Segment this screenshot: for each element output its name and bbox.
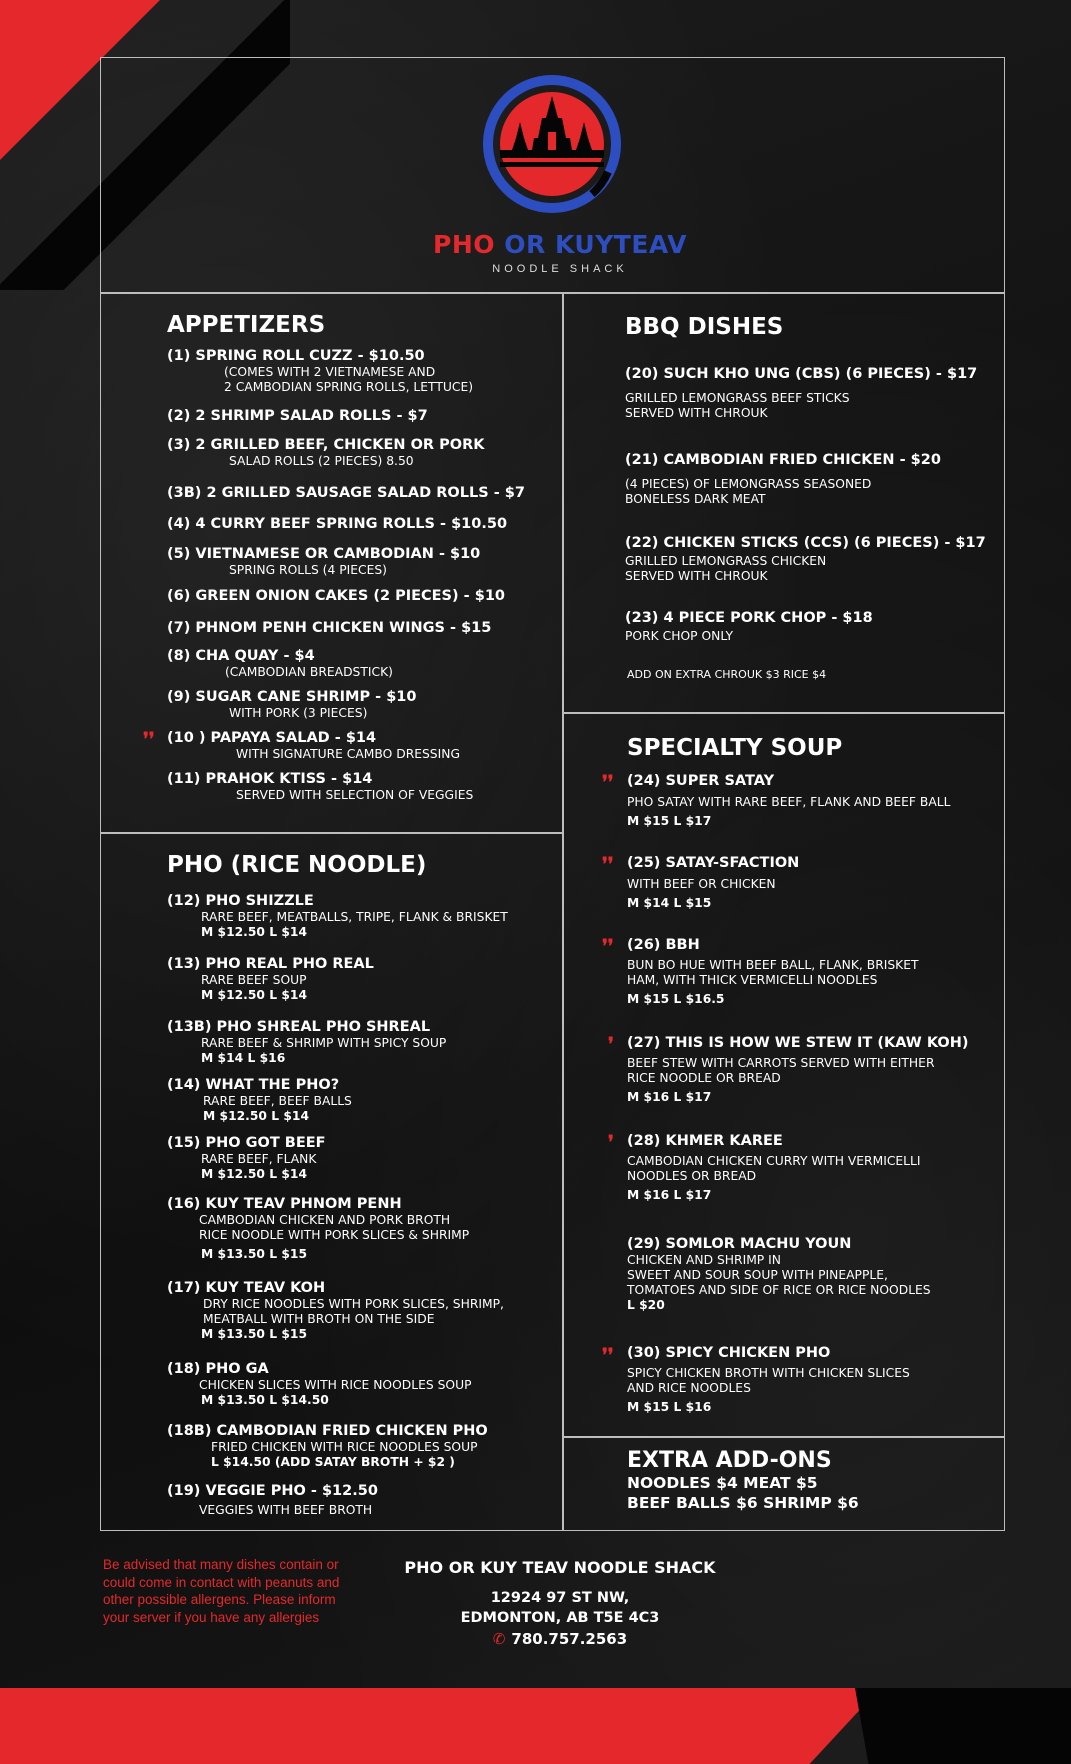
- phone-icon: ✆: [492, 1630, 506, 1648]
- menu-item: [627, 852, 799, 911]
- item-desc: PHO SATAY WITH RARE BEEF, FLANK AND BEEF BALL: [627, 795, 951, 810]
- item-price: L $14.50 (ADD SATAY BROTH + $2 ): [211, 1455, 455, 1470]
- appetizers-title: APPETIZERS: [167, 312, 326, 338]
- item-title: (3) 2 GRILLED BEEF, CHICKEN OR PORK: [167, 437, 485, 453]
- brand-subtitle: NOODLE SHACK: [492, 263, 628, 275]
- item-desc: DRY RICE NOODLES WITH PORK SLICES, SHRIMP,: [203, 1297, 504, 1312]
- item-desc: CAMBODIAN CHICKEN CURRY WITH VERMICELLI: [627, 1154, 921, 1169]
- item-price: M $15 L $16.5: [627, 991, 725, 1006]
- phone-number[interactable]: 780.757.2563: [511, 1630, 628, 1648]
- menu-item: [627, 1342, 910, 1415]
- brand-name: [380, 230, 740, 259]
- item-price: M $12.50 L $14: [201, 1167, 308, 1182]
- bbq-divider: [562, 712, 1005, 714]
- menu-item: [625, 607, 873, 644]
- menu-item: [167, 768, 473, 803]
- item-title: (5) VIETNAMESE OR CAMBODIAN - $10: [167, 546, 481, 562]
- bbq-addon-note: [627, 668, 826, 681]
- chili-pepper-icon: ❜: [608, 1132, 614, 1153]
- menu-item: [167, 727, 460, 762]
- address-line: 12924 97 ST NW,: [490, 1590, 630, 1606]
- item-desc: (CAMBODIAN BREADSTICK): [225, 665, 393, 680]
- item-title: (27) THIS IS HOW WE STEW IT (KAW KOH): [627, 1035, 969, 1051]
- item-desc: FRIED CHICKEN WITH RICE NOODLES SOUP: [211, 1440, 478, 1455]
- chili-pepper-icon: ❜❜: [602, 854, 614, 875]
- item-title: (14) WHAT THE PHO?: [167, 1077, 340, 1093]
- item-title: (2) 2 SHRIMP SALAD ROLLS - $7: [167, 408, 428, 424]
- bottom-band-red: [0, 1688, 880, 1764]
- chili-pepper-icon: ❜❜: [143, 729, 155, 750]
- item-desc: WITH BEEF OR CHICKEN: [627, 877, 776, 892]
- menu-item: [167, 1132, 326, 1182]
- item-title: (17) KUY TEAV KOH: [167, 1280, 326, 1296]
- brand-part-kuyteav: KUYTEAV: [554, 230, 687, 259]
- item-title: (11) PRAHOK KTISS - $14: [167, 771, 373, 787]
- item-desc: SERVED WITH SELECTION OF VEGGIES: [236, 788, 474, 803]
- item-title: (22) CHICKEN STICKS (CCS) (6 PIECES) - $17: [625, 535, 986, 551]
- item-price: M $14 L $15: [627, 896, 712, 911]
- item-title: (8) CHA QUAY - $4: [167, 648, 315, 664]
- item-desc: (COMES WITH 2 VIETNAMESE AND: [224, 365, 436, 380]
- allergy-warning: Be advised that many dishes contain or could come in contact with peanuts and other possible allergens. Please inform your server if you have any allergies: [103, 1557, 340, 1625]
- item-title: (30) SPICY CHICKEN PHO: [627, 1345, 831, 1361]
- item-desc: TOMATOES AND SIDE OF RICE OR RICE NOODLES: [627, 1282, 931, 1297]
- address-line: EDMONTON, AB T5E 4C3: [460, 1610, 660, 1627]
- menu-item: [167, 953, 374, 1003]
- item-desc: AND RICE NOODLES: [627, 1381, 751, 1396]
- item-title: (7) PHNOM PENH CHICKEN WINGS - $15: [167, 620, 492, 636]
- chili-pepper-icon: ❜❜: [602, 1345, 614, 1366]
- item-desc: SPRING ROLLS (4 PIECES): [229, 563, 387, 578]
- menu-item: [167, 585, 505, 605]
- item-title: (13B) PHO SHREAL PHO SHREAL: [167, 1019, 431, 1035]
- item-title: (18B) CAMBODIAN FRIED CHICKEN PHO: [167, 1423, 488, 1439]
- item-desc: SPICY CHICKEN BROTH WITH CHICKEN SLICES: [627, 1366, 910, 1381]
- item-desc: GRILLED LEMONGRASS CHICKEN: [625, 554, 827, 569]
- item-desc: VEGGIES WITH BEEF BROTH: [199, 1503, 373, 1518]
- menu-item: [167, 686, 416, 721]
- item-desc: RARE BEEF, BEEF BALLS: [203, 1094, 352, 1109]
- menu-item: [625, 449, 941, 507]
- pho-title: PHO (RICE NOODLE): [167, 852, 427, 878]
- item-title: (15) PHO GOT BEEF: [167, 1135, 326, 1151]
- menu-item: [167, 1358, 472, 1408]
- menu-item: [625, 532, 986, 584]
- item-title: (26) BBH: [627, 937, 700, 953]
- menu-item: [167, 1420, 488, 1470]
- brand-part-or: OR: [504, 230, 555, 259]
- item-desc: RICE NOODLE WITH PORK SLICES & SHRIMP: [199, 1228, 470, 1243]
- item-title: (23) 4 PIECE PORK CHOP - $18: [625, 610, 873, 626]
- item-desc: HAM, WITH THICK VERMICELLI NOODLES: [627, 973, 878, 988]
- menu-item: [167, 482, 525, 502]
- item-desc: ADD ON EXTRA CHROUK $3 RICE $4: [627, 668, 827, 681]
- menu-item: [627, 934, 919, 1007]
- item-title: (28) KHMER KAREE: [627, 1133, 783, 1149]
- menu-item: [167, 1480, 378, 1518]
- item-title: (20) SUCH KHO UNG (CBS) (6 PIECES) - $17: [625, 366, 978, 382]
- item-desc: MEATBALL WITH BROTH ON THE SIDE: [203, 1312, 435, 1327]
- menu-item: [167, 513, 507, 533]
- item-title: (6) GREEN ONION CAKES (2 PIECES) - $10: [167, 588, 506, 604]
- item-desc: WITH PORK (3 PIECES): [229, 706, 368, 721]
- item-desc: CHICKEN AND SHRIMP IN: [627, 1253, 781, 1268]
- item-desc: SERVED WITH CHROUK: [625, 569, 768, 584]
- addons-line: BEEF BALLS $6 SHRIMP $6: [627, 1494, 859, 1513]
- addons-line: NOODLES $4 MEAT $5: [627, 1474, 818, 1492]
- header-divider: [100, 292, 1005, 294]
- menu-item: [167, 345, 473, 395]
- item-desc: WITH SIGNATURE CAMBO DRESSING: [236, 747, 460, 762]
- item-desc: NOODLES OR BREAD: [627, 1169, 757, 1184]
- item-title: (21) CAMBODIAN FRIED CHICKEN - $20: [625, 452, 941, 468]
- menu-item: [167, 1193, 469, 1262]
- bbq-title: BBQ DISHES: [625, 314, 784, 340]
- item-price: M $12.50 L $14: [201, 988, 308, 1003]
- menu-item: [167, 1016, 446, 1066]
- item-title: (16) KUY TEAV PHNOM PENH: [167, 1196, 402, 1212]
- item-price: M $14 L $16: [201, 1051, 286, 1066]
- menu-item: [167, 645, 393, 680]
- item-title: (13) PHO REAL PHO REAL: [167, 956, 374, 972]
- item-price: L $20: [627, 1297, 665, 1312]
- item-title: (29) SOMLOR MACHU YOUN: [627, 1236, 852, 1252]
- temple-logo-icon: [480, 72, 624, 216]
- column-divider: [562, 292, 564, 1531]
- item-desc: RICE NOODLE OR BREAD: [627, 1071, 781, 1086]
- item-desc: SALAD ROLLS (2 PIECES) 8.50: [229, 454, 414, 469]
- item-price: M $13.50 L $14.50: [201, 1393, 329, 1408]
- menu-item: [625, 363, 977, 421]
- item-desc: PORK CHOP ONLY: [625, 629, 734, 644]
- item-title: (24) SUPER SATAY: [627, 773, 775, 789]
- item-price: M $13.50 L $15: [201, 1326, 308, 1341]
- menu-item: [627, 1233, 931, 1312]
- item-title: (25) SATAY-SFACTION: [627, 855, 800, 871]
- soup-divider: [562, 1436, 1005, 1438]
- footer-restaurant-name: PHO OR KUY TEAV NOODLE SHACK: [404, 1558, 716, 1577]
- item-desc: SWEET AND SOUR SOUP WITH PINEAPPLE,: [627, 1268, 888, 1283]
- footer-address: [380, 1588, 740, 1629]
- extra-addons: [627, 1448, 859, 1513]
- addons-title: EXTRA ADD-ONS: [627, 1448, 832, 1473]
- item-price: M $12.50 L $14: [203, 1109, 310, 1124]
- item-desc: CHICKEN SLICES WITH RICE NOODLES SOUP: [199, 1378, 472, 1393]
- item-title: (9) SUGAR CANE SHRIMP - $10: [167, 689, 417, 705]
- item-price: M $15 L $17: [627, 814, 712, 829]
- item-desc: SERVED WITH CHROUK: [625, 406, 768, 421]
- item-desc: (4 PIECES) OF LEMONGRASS SEASONED: [625, 477, 872, 492]
- menu-item: [167, 543, 480, 578]
- item-title: (4) 4 CURRY BEEF SPRING ROLLS - $10.50: [167, 516, 508, 532]
- menu-item: [167, 890, 508, 940]
- menu-item: [167, 405, 428, 425]
- item-desc: BUN BO HUE WITH BEEF BALL, FLANK, BRISKET: [627, 958, 919, 973]
- item-title: (19) VEGGIE PHO - $12.50: [167, 1483, 378, 1499]
- item-title: (1) SPRING ROLL CUZZ - $10.50: [167, 348, 425, 364]
- item-desc: RARE BEEF, MEATBALLS, TRIPE, FLANK & BRISKET: [201, 910, 508, 925]
- item-desc: CAMBODIAN CHICKEN AND PORK BROTH: [199, 1213, 451, 1228]
- menu-item: [627, 1032, 969, 1105]
- menu-item: [627, 770, 950, 829]
- item-price: M $16 L $17: [627, 1089, 712, 1104]
- item-title: (10 ) PAPAYA SALAD - $14: [167, 730, 377, 746]
- menu-item: [167, 617, 491, 637]
- item-desc: RARE BEEF & SHRIMP WITH SPICY SOUP: [201, 1036, 447, 1051]
- item-price: M $13.50 L $15: [201, 1246, 308, 1261]
- item-desc: BEEF STEW WITH CARROTS SERVED WITH EITHER: [627, 1056, 935, 1071]
- item-desc: BONELESS DARK MEAT: [625, 492, 766, 507]
- menu-item: [627, 1130, 921, 1203]
- appetizers-divider: [100, 832, 562, 834]
- item-price: M $12.50 L $14: [201, 925, 308, 940]
- item-price: M $15 L $16: [627, 1399, 712, 1414]
- menu-item: [167, 434, 485, 469]
- item-price: M $16 L $17: [627, 1187, 712, 1202]
- chili-pepper-icon: ❜❜: [602, 936, 614, 957]
- chili-pepper-icon: ❜❜: [602, 772, 614, 793]
- item-title: (18) PHO GA: [167, 1361, 269, 1377]
- item-title: (3B) 2 GRILLED SAUSAGE SALAD ROLLS - $7: [167, 485, 525, 501]
- item-desc: 2 CAMBODIAN SPRING ROLLS, LETTUCE): [224, 380, 474, 395]
- menu-item: [167, 1074, 352, 1124]
- item-title: (12) PHO SHIZZLE: [167, 893, 314, 909]
- brand-part-pho: PHO: [433, 230, 505, 259]
- footer-phone[interactable]: [380, 1630, 740, 1648]
- specialty-soup-title: SPECIALTY SOUP: [627, 735, 843, 761]
- chili-pepper-icon: ❜: [608, 1034, 614, 1055]
- item-desc: GRILLED LEMONGRASS BEEF STICKS: [625, 391, 850, 406]
- item-desc: RARE BEEF, FLANK: [201, 1152, 317, 1167]
- menu-item: [167, 1277, 504, 1342]
- item-desc: RARE BEEF SOUP: [201, 973, 307, 988]
